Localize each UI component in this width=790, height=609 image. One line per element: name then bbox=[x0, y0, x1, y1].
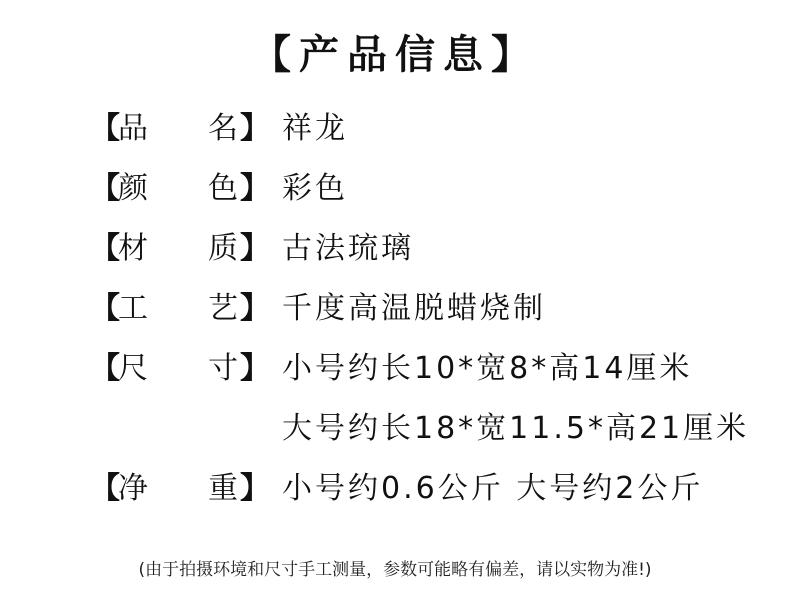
label-char-1: 材 bbox=[118, 231, 148, 266]
disclaimer-note: (由于拍摄环境和尺寸手工测量，参数可能略有偏差，请以实物为准!) bbox=[138, 560, 652, 580]
label-bracket-open: 【 bbox=[90, 171, 120, 206]
label-char-2: 质 bbox=[208, 231, 238, 266]
label-bracket-close: 】 bbox=[240, 231, 270, 266]
label-bracket-close: 】 bbox=[240, 291, 270, 326]
row-value-second-line: 大号约长18*宽11.5*高21厘米 bbox=[282, 411, 750, 446]
label-bracket-close: 】 bbox=[240, 171, 270, 206]
row-value: 千度高温脱蜡烧制 bbox=[282, 291, 546, 326]
row-label bbox=[90, 469, 270, 509]
label-char-2: 寸 bbox=[208, 351, 238, 386]
row-value: 古法琉璃 bbox=[282, 231, 414, 266]
row-label bbox=[90, 289, 270, 329]
label-bracket-open: 【 bbox=[90, 111, 120, 146]
page-title: 【产品信息】 bbox=[251, 31, 539, 78]
row-value: 彩色 bbox=[282, 171, 348, 206]
label-bracket-close: 】 bbox=[240, 471, 270, 506]
label-bracket-close: 】 bbox=[240, 351, 270, 386]
label-char-1: 净 bbox=[118, 471, 148, 506]
row-label bbox=[90, 229, 270, 269]
label-char-2: 色 bbox=[208, 171, 238, 206]
label-bracket-close: 】 bbox=[240, 111, 270, 146]
row-label bbox=[90, 109, 270, 149]
label-bracket-open: 【 bbox=[90, 291, 120, 326]
label-char-2: 重 bbox=[208, 471, 238, 506]
label-char-1: 颜 bbox=[118, 171, 148, 206]
row-label bbox=[90, 169, 270, 209]
label-bracket-open: 【 bbox=[90, 471, 120, 506]
row-value: 小号约0.6公斤 大号约2公斤 bbox=[282, 471, 704, 506]
row-value: 祥龙 bbox=[282, 111, 348, 146]
row-label bbox=[90, 349, 270, 389]
label-bracket-open: 【 bbox=[90, 351, 120, 386]
label-char-1: 工 bbox=[118, 291, 148, 326]
label-char-2: 艺 bbox=[208, 291, 238, 326]
row-value: 小号约长10*宽8*高14厘米 bbox=[282, 351, 693, 386]
label-bracket-open: 【 bbox=[90, 231, 120, 266]
label-char-2: 名 bbox=[208, 111, 238, 146]
label-char-1: 尺 bbox=[118, 351, 148, 386]
label-char-1: 品 bbox=[118, 111, 148, 146]
